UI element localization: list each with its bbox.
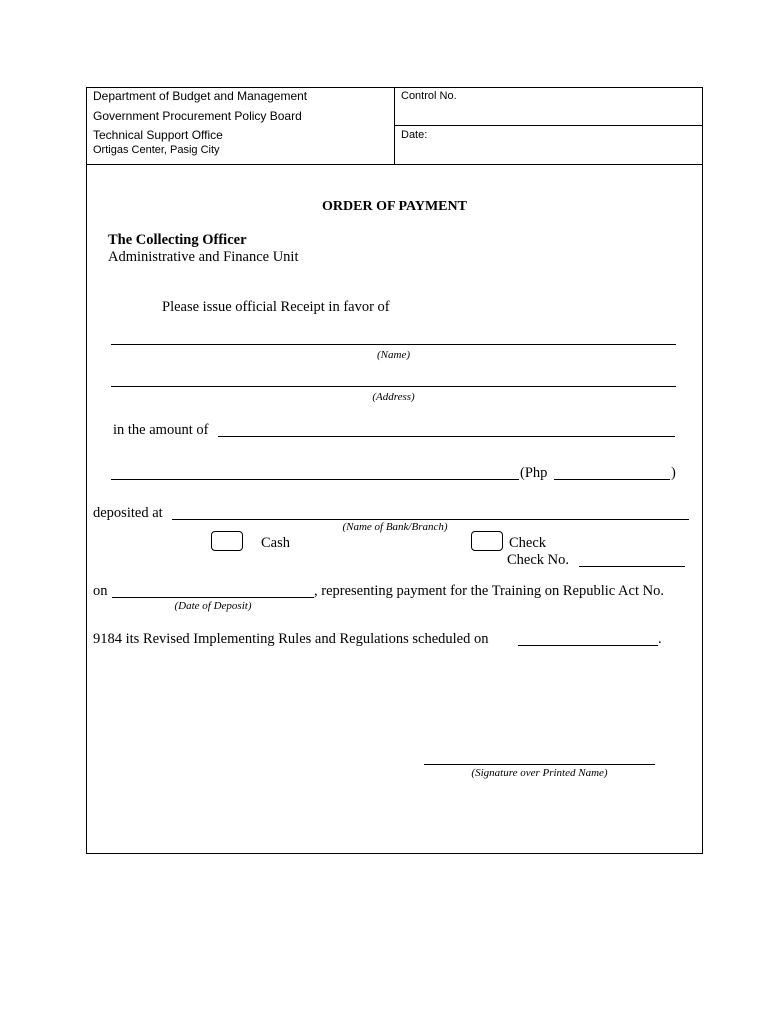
amount-words-line[interactable] xyxy=(111,479,519,480)
on-label: on xyxy=(93,583,108,599)
check-no-label: Check No. xyxy=(507,552,570,568)
form-title: ORDER OF PAYMENT xyxy=(322,199,467,214)
org-board: Government Procurement Policy Board xyxy=(93,109,302,123)
check-no-field-line[interactable] xyxy=(579,566,685,567)
addressee: The Collecting Officer xyxy=(108,232,247,248)
rules-text: 9184 its Revised Implementing Rules and Regulations scheduled on xyxy=(93,631,489,647)
address-caption: (Address) xyxy=(372,391,415,403)
representing-text: , representing payment for the Training on Republic Act No. xyxy=(314,583,664,599)
org-address: Ortigas Center, Pasig City xyxy=(93,144,220,156)
check-label: Check xyxy=(509,535,547,551)
signature-line[interactable] xyxy=(424,764,655,765)
amount-field-line[interactable] xyxy=(218,436,675,437)
deposit-date-caption: (Date of Deposit) xyxy=(174,600,252,612)
cash-checkbox[interactable] xyxy=(211,531,243,551)
schedule-date-line[interactable] xyxy=(518,645,658,646)
signature-caption: (Signature over Printed Name) xyxy=(471,767,608,779)
request-text: Please issue official Receipt in favor of xyxy=(162,299,390,315)
date-label: Date: xyxy=(401,129,428,141)
addressee-unit: Administrative and Finance Unit xyxy=(108,249,299,265)
deposit-date-line[interactable] xyxy=(112,597,314,598)
bank-field-line[interactable] xyxy=(172,519,689,520)
php-close: ) xyxy=(671,465,676,481)
org-office: Technical Support Office xyxy=(93,128,223,142)
header-bottom-divider xyxy=(86,164,703,165)
cash-label: Cash xyxy=(261,535,290,551)
deposited-label: deposited at xyxy=(93,505,163,521)
amount-label: in the amount of xyxy=(113,422,209,438)
name-field-line[interactable] xyxy=(111,344,676,345)
php-amount-line[interactable] xyxy=(554,479,670,480)
php-open: (Php xyxy=(520,465,548,481)
control-no-label: Control No. xyxy=(401,90,457,102)
header-right-divider xyxy=(394,125,703,126)
bank-caption: (Name of Bank/Branch) xyxy=(342,521,448,533)
address-field-line[interactable] xyxy=(111,386,676,387)
rules-end: . xyxy=(658,631,662,647)
name-caption: (Name) xyxy=(377,349,410,361)
check-checkbox[interactable] xyxy=(471,531,503,551)
org-department: Department of Budget and Management xyxy=(93,89,308,103)
